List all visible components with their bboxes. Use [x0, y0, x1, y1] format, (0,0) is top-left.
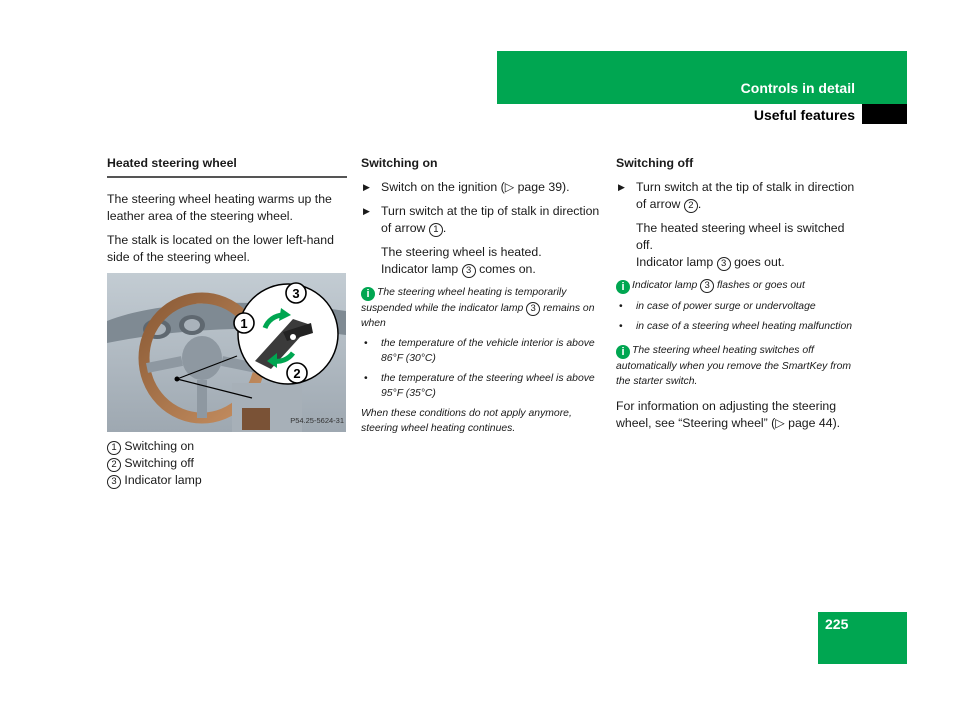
heading-switching-off: Switching off	[616, 156, 694, 170]
legend-item	[107, 472, 347, 489]
info-note-lamp: i Indicator lamp 3 flashes or goes out	[616, 278, 856, 294]
stalk-location-paragraph: The stalk is located on the lower left-hand side of the steering wheel.	[107, 233, 334, 264]
legend-text: Switching off	[124, 456, 194, 470]
ref-number: 3	[526, 302, 540, 316]
step-turn-switch-off: ▶ Turn switch at the tip of stalk in direction of arrow 2 .	[618, 180, 855, 211]
legend-number: 1	[107, 441, 121, 455]
callout-3	[286, 283, 306, 303]
result-text: The heated steering wheel is switched off.	[636, 221, 845, 252]
ref-number: 3	[717, 257, 731, 271]
list-item: • the temperature of the vehicle interior is above 86°F (30°C)	[364, 338, 595, 364]
subsection-title: Useful features	[753, 107, 855, 123]
column-switching-on	[361, 155, 603, 441]
column-heated-steering-wheel	[107, 155, 347, 489]
steering-wheel-illustration	[107, 273, 346, 432]
info-note-suspended: i The steering wheel heating is temporarily suspended while the indicator lamp 3 remains on when	[361, 287, 595, 329]
ref-number: 1	[429, 223, 443, 237]
steering-wheel-figure	[107, 273, 346, 432]
ref-number: 3	[462, 264, 476, 278]
step-text: Switch on the ignition (▷ page 39).	[381, 180, 570, 194]
ref-number: 3	[700, 279, 714, 293]
result-text: The steering wheel is heated.	[381, 245, 542, 259]
list-item: • in case of a steering wheel heating malfunction	[619, 321, 853, 332]
info-note-smartkey: i The steering wheel heating switches off automatically when you remove the SmartKey from the starter switch.	[616, 345, 852, 387]
heading-switching-on: Switching on	[361, 156, 438, 170]
heading-heated-steering-wheel: Heated steering wheel	[107, 155, 347, 178]
step-triangle-icon: ▶	[618, 182, 625, 192]
final-paragraph: For information on adjusting the steering wheel, see “Steering wheel” (▷ page 44).	[616, 399, 841, 430]
result-lamp: Indicator lamp 3 goes out.	[636, 255, 785, 269]
legend-text: Switching on	[124, 439, 195, 453]
note-continues: When these conditions do not apply anymore, steering wheel heating continues.	[361, 408, 572, 434]
page-number-box	[818, 612, 907, 664]
step-triangle-icon: ▶	[363, 206, 370, 216]
legend-number: 2	[107, 458, 121, 472]
figure-legend	[107, 438, 347, 489]
column-switching-off	[616, 155, 856, 439]
svg-text:1: 1	[240, 316, 248, 331]
legend-text: Indicator lamp	[124, 473, 202, 487]
callout-2	[287, 363, 307, 383]
result-switching-on	[361, 244, 603, 278]
ref-number: 2	[684, 199, 698, 213]
step-text: Turn switch at the tip of stalk in direction of arrow	[381, 204, 600, 235]
legend-item	[107, 455, 347, 472]
step-turn-switch-on: ▶ Turn switch at the tip of stalk in direction of arrow 1 .	[363, 204, 600, 235]
intro-paragraph: The steering wheel heating warms up the leather area of the steering wheel.	[107, 192, 332, 223]
list-item: • in case of power surge or undervoltage	[619, 301, 816, 312]
section-title: Controls in detail	[740, 80, 855, 96]
svg-text:2: 2	[293, 366, 301, 381]
info-icon: i	[361, 287, 375, 301]
page-number: 225	[825, 616, 849, 632]
result-lamp: Indicator lamp 3 comes on.	[381, 262, 536, 276]
svg-text:3: 3	[292, 286, 300, 301]
legend-number: 3	[107, 475, 121, 489]
header-tab-marker	[862, 104, 907, 124]
step-ignition	[361, 179, 603, 196]
info-icon: i	[616, 280, 630, 294]
result-switching-off	[616, 220, 856, 271]
step-triangle-icon: ▶	[363, 182, 370, 192]
legend-item	[107, 438, 347, 455]
info-icon: i	[616, 345, 630, 359]
list-item: • the temperature of the steering wheel is above 95°F (35°C)	[364, 373, 595, 399]
callout-1	[234, 313, 254, 333]
figure-code: P54.25-5624-31	[290, 416, 344, 425]
